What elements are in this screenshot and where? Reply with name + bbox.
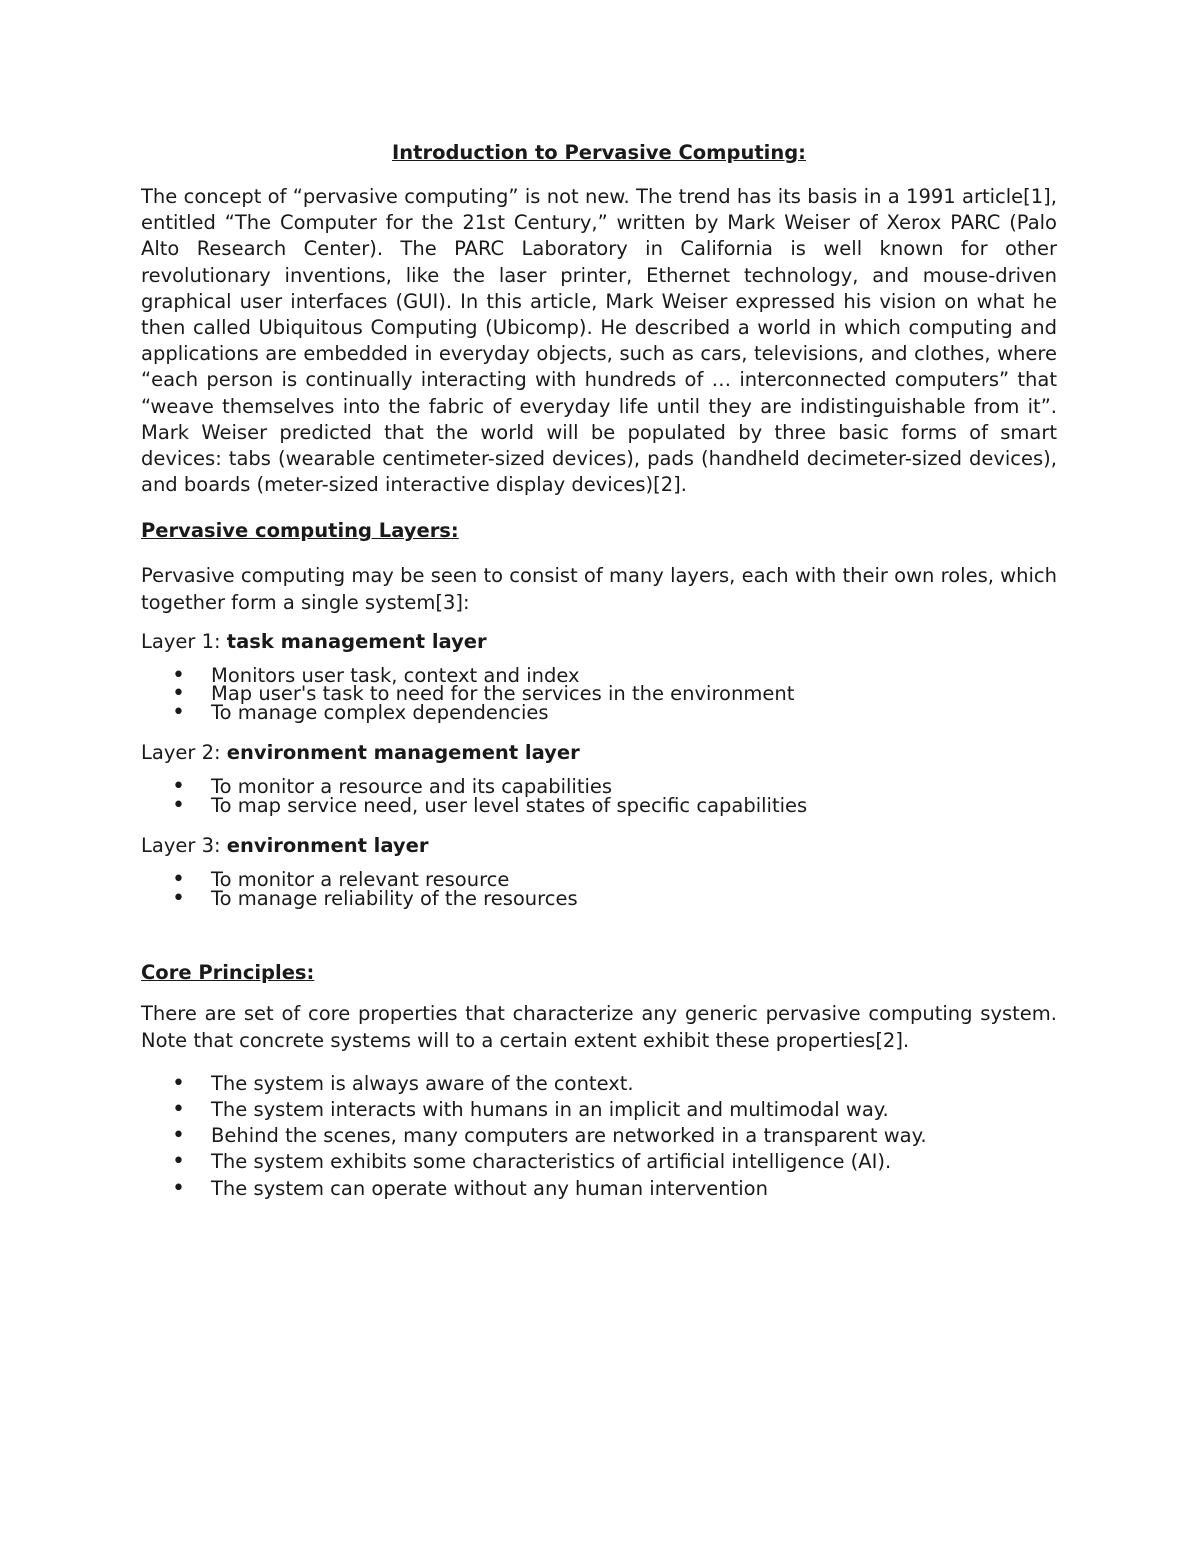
- principles-heading: Core Principles:: [141, 961, 315, 985]
- document-title: Introduction to Pervasive Computing:: [392, 141, 806, 164]
- layers-intro-paragraph: Pervasive computing may be seen to consist of many layers, each with their own roles, which together form a single system[3]:: [141, 564, 1057, 614]
- principles-list: [141, 1071, 1057, 1202]
- list-item: • Monitors user task, context and index: [141, 667, 1057, 686]
- list-item: • To map service need, user level states of specific capabilities: [141, 797, 1057, 816]
- layer-1-list: [141, 663, 1057, 724]
- list-item: • To monitor a relevant resource: [141, 871, 1057, 890]
- layer-1-name: task management layer: [226, 629, 487, 653]
- layer-1-prefix: Layer 1:: [141, 629, 227, 653]
- layer-3-list: [141, 868, 1057, 910]
- list-item: • The system interacts with humans in an implicit and multimodal way.: [141, 1097, 1057, 1123]
- layer-2-prefix: Layer 2:: [141, 741, 227, 765]
- layer-3-prefix: Layer 3:: [141, 834, 227, 858]
- layer-2-list: [141, 775, 1057, 817]
- layer-3-heading: [141, 833, 1057, 859]
- principles-intro-paragraph: There are set of core properties that characterize any generic pervasive computing system. Note that concrete systems will to a certain extent exhibit these properties[2].: [141, 1002, 1057, 1052]
- layer-2-name: environment management layer: [226, 741, 580, 765]
- document-page: [141, 140, 1057, 1202]
- list-item: • Map user's task to need for the services in the environment: [141, 685, 1057, 704]
- list-item: • The system is always aware of the context.: [141, 1071, 1057, 1097]
- layer-3-name: environment layer: [226, 834, 429, 858]
- list-item: • The system exhibits some characteristics of artificial intelligence (AI).: [141, 1149, 1057, 1175]
- list-item: • Behind the scenes, many computers are networked in a transparent way.: [141, 1123, 1057, 1149]
- intro-paragraph: The concept of “pervasive computing” is not new. The trend has its basis in a 1991 article[1], entitled “The Computer for the 21st Century,” written by Mark Weiser of Xerox PARC (Palo Alto Research Center). The PARC Laboratory in California is well known for other revolutionary inventions, like the laser printer, Ethernet technology, and mouse-driven graphical user interfaces (GUI). In this article, Mark Weiser expressed his vision on what he then called Ubiquitous Computing (Ubicomp). He described a world in which computing and applications are embedded in everyday objects, such as cars, televisions, and clothes, where “each person is continually interacting with hundreds of … interconnected computers” that “weave themselves into the fabric of everyday life until they are indistinguishable from it”. Mark Weiser predicted that the world will be populated by three basic forms of smart devices: tabs (wearable centimeter-sized devices), pads (handheld decimeter-sized devices), and boards (meter-sized interactive display devices)[2].: [141, 185, 1057, 497]
- list-item: • The system can operate without any human intervention: [141, 1176, 1057, 1202]
- list-item: • To manage reliability of the resources: [141, 890, 1057, 909]
- layers-heading: Pervasive computing Layers:: [141, 519, 459, 543]
- layer-2-heading: [141, 740, 1057, 766]
- list-item: • To monitor a resource and its capabilities: [141, 778, 1057, 797]
- layer-1-heading: [141, 629, 1057, 655]
- list-item: • To manage complex dependencies: [141, 704, 1057, 723]
